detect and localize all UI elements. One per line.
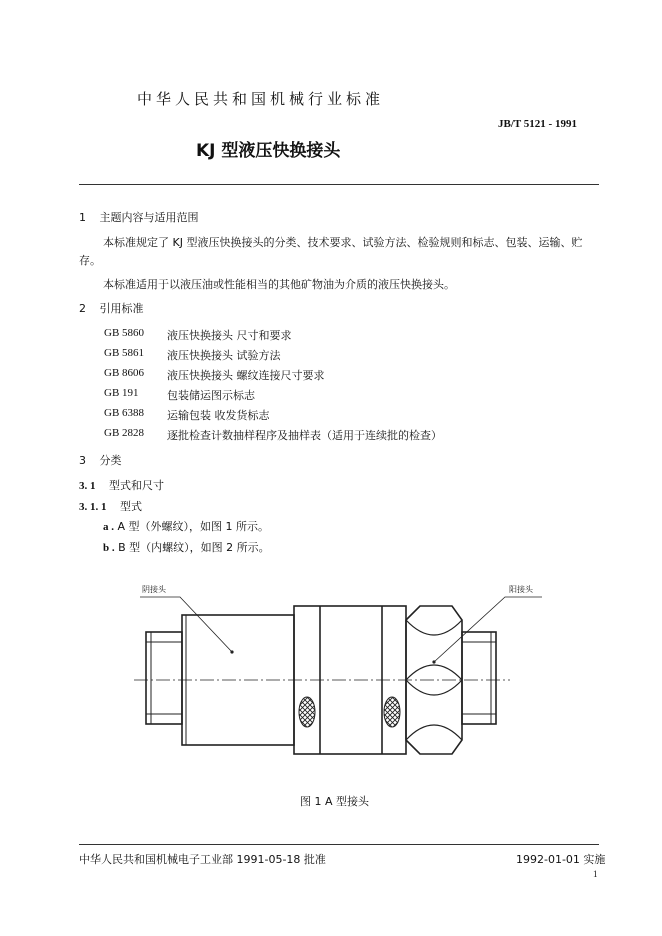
figure-caption: 图 1 A 型接头	[300, 795, 370, 808]
reference-code: GB 2828	[104, 427, 145, 439]
reference-title: 液压快换接头 尺寸和要求	[167, 329, 292, 342]
section-3-heading	[79, 452, 122, 468]
reference-title: 逐批检查计数抽样程序及抽样表（适用于连续批的检查）	[167, 429, 442, 442]
section-number: 3	[79, 454, 86, 467]
reference-title: 运输包装 收发货标志	[167, 409, 270, 422]
list-item	[103, 539, 270, 555]
list-text: B 型（内螺纹），如图 2 所示。	[118, 541, 270, 554]
section-title: 型式和尺寸	[109, 479, 164, 492]
section-3-1-heading	[79, 477, 164, 493]
reference-title: 液压快换接头 螺纹连接尺寸要求	[167, 369, 325, 382]
section-2-heading	[79, 300, 144, 316]
knurl-left	[299, 697, 315, 727]
reference-code: GB 5860	[104, 327, 145, 339]
application-paragraph: 本标准适用于以液压油或性能相当的其他矿物油为介质的液压快换接头。	[103, 278, 455, 291]
list-marker: b .	[103, 542, 115, 554]
label-female-coupler: 阴接头	[142, 585, 166, 594]
section-number: 3. 1	[79, 480, 96, 492]
reference-code: GB 6388	[104, 407, 145, 419]
reference-code: GB 8606	[104, 367, 145, 379]
footer-divider	[79, 844, 599, 845]
section-title: 分类	[99, 454, 122, 467]
section-title: 主题内容与适用范围	[99, 211, 199, 224]
section-3-1-1-heading	[79, 498, 142, 514]
coupling-drawing	[0, 570, 662, 790]
section-number: 2	[79, 302, 86, 315]
approval-line: 中华人民共和国机械电子工业部 1991-05-18 批准	[79, 853, 326, 866]
page-number: 1	[593, 869, 598, 879]
list-item	[103, 518, 269, 534]
scope-paragraph: 本标准规定了 KJ 型液压快换接头的分类、技术要求、试验方法、检验规则和标志、包装、运输、贮存。	[79, 236, 583, 267]
knurl-right	[384, 697, 400, 727]
list-text: A 型（外螺纹），如图 1 所示。	[117, 520, 270, 533]
implementation-date: 1992-01-01 实施	[516, 853, 606, 866]
list-marker: a .	[103, 521, 114, 533]
standard-number: JB/T 5121 - 1991	[498, 118, 577, 130]
issuing-body-header: 中华人民共和国机械行业标准	[137, 90, 385, 108]
header-divider	[79, 184, 599, 185]
section-title: 引用标准	[99, 302, 144, 315]
section-number: 3. 1. 1	[79, 501, 107, 513]
reference-title: 液压快换接头 试验方法	[167, 349, 281, 362]
section-title: 型式	[120, 500, 142, 513]
reference-code: GB 191	[104, 387, 139, 399]
document-title: KJ 型液压快换接头	[196, 141, 341, 161]
section-1-heading	[79, 209, 199, 225]
reference-code: GB 5861	[104, 347, 145, 359]
reference-title: 包装储运图示标志	[167, 389, 255, 402]
label-male-coupler: 阳接头	[509, 585, 533, 594]
section-number: 1	[79, 211, 86, 224]
